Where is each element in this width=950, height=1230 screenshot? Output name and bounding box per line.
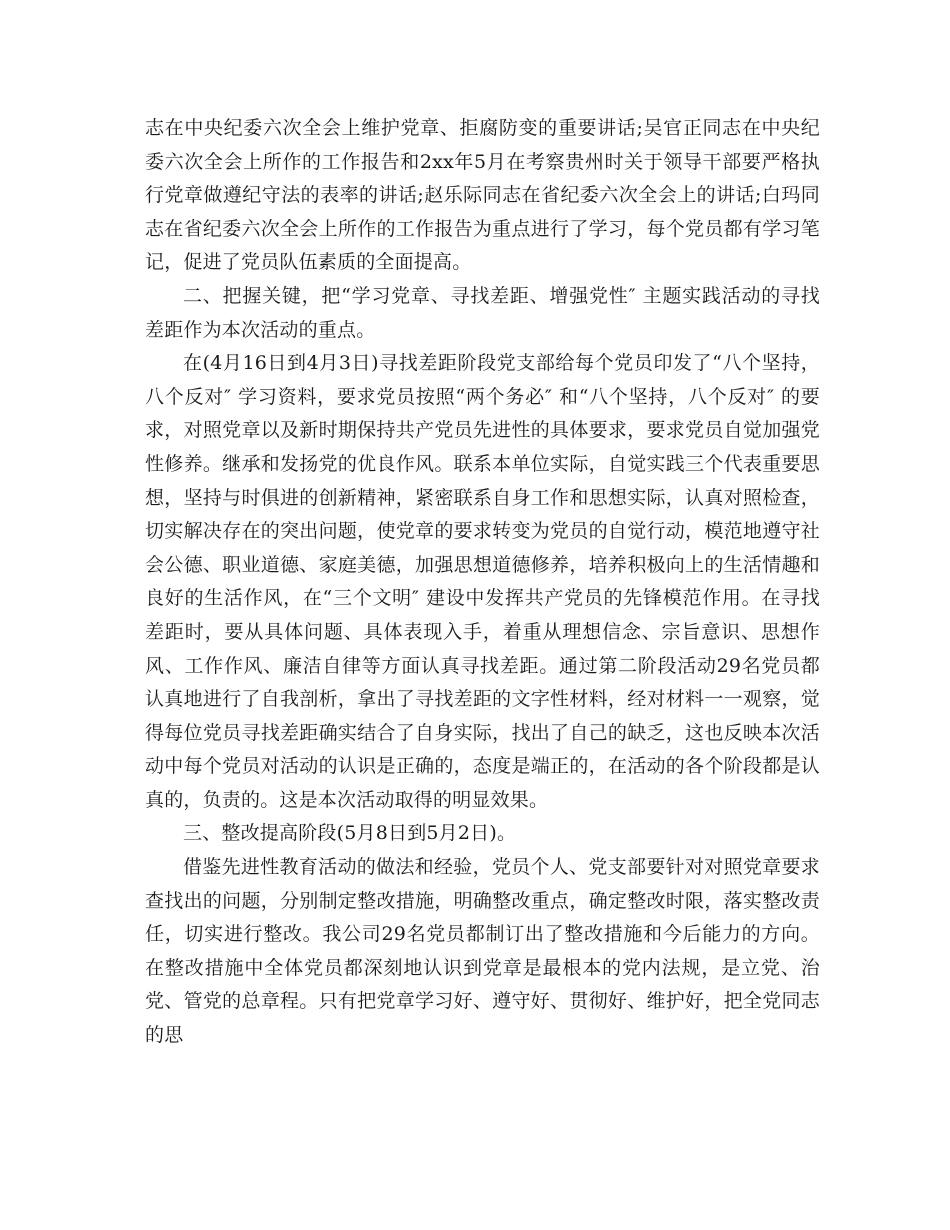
paragraph-section-two-heading: 二、把握关键，把“学习党章、寻找差距、增强党性″ 主题实践活动的寻找差距作为本次活动的重点。 xyxy=(145,284,820,341)
paragraph-find-gaps-stage: 在(4月16日到4月3日)寻找差距阶段党支部给每个党员印发了“八个坚持，八个反对″ 学习资料，要求党员按照“两个务必″ 和“八个坚持，八个反对″ 的要求，对照党章以及新时期保持共产党员先进性的具体要求，要求党员自觉加强党性修养。继承和发扬党的优良作风。联系本单位实际，自觉实践三个代表重要思想，坚持与时俱进的创新精神，紧密联系自身工作和思想实际，认真对照检查，切实解决存在的突出问题，使党章的要求转变为党员的自觉行动，模范地遵守社会公德、职业道德、家庭美德，加强思想道德修养，培养积极向上的生活情趣和良好的生活作风，在“三个文明″ 建设中发挥共产党员的先锋模范作用。在寻找差距时，要从具体问题、具体表现入手，着重从理想信念、宗旨意识、思想作风、工作作风、廉洁自律等方面认真寻找差距。通过第二阶段活动29名党员都认真地进行了自我剖析，拿出了寻找差距的文字性材料，经对材料一一观察，觉得每位党员寻找差距确实结合了自身实际，找出了自己的缺乏，这也反映本次活动中每个党员对活动的认识是正确的，态度是端正的，在活动的各个阶段都是认真的，负责的。这是本次活动取得的明显效果。 xyxy=(145,352,820,811)
document-body xyxy=(145,112,820,1053)
paragraph-rectification: 借鉴先进性教育活动的做法和经验，党员个人、党支部要针对对照党章要求查找出的问题，分别制定整改措施，明确整改重点，确定整改时限，落实整改责任，切实进行整改。我公司29名党员都制订出了整改措施和今后能力的方向。在整改措施中全体党员都深刻地认识到党章是最根本的党内法规，是立党、治党、管党的总章程。只有把党章学习好、遵守好、贯彻好、维护好，把全党同志的思 xyxy=(145,856,820,1047)
paragraph-section-three-heading: 三、整改提高阶段(5月8日到5月2日)。 xyxy=(183,822,517,845)
paragraph-study-summary: 志在中央纪委六次全会上维护党章、拒腐防变的重要讲话;吴官正同志在中央纪委六次全会上所作的工作报告和2xx年5月在考察贵州时关于领导干部要严格执行党章做遵纪守法的表率的讲话;赵乐际同志在省纪委六次全会上的讲话;白玛同志在省纪委六次全会上所作的工作报告为重点进行了学习，每个党员都有学习笔记，促进了党员队伍素质的全面提高。 xyxy=(145,117,820,274)
